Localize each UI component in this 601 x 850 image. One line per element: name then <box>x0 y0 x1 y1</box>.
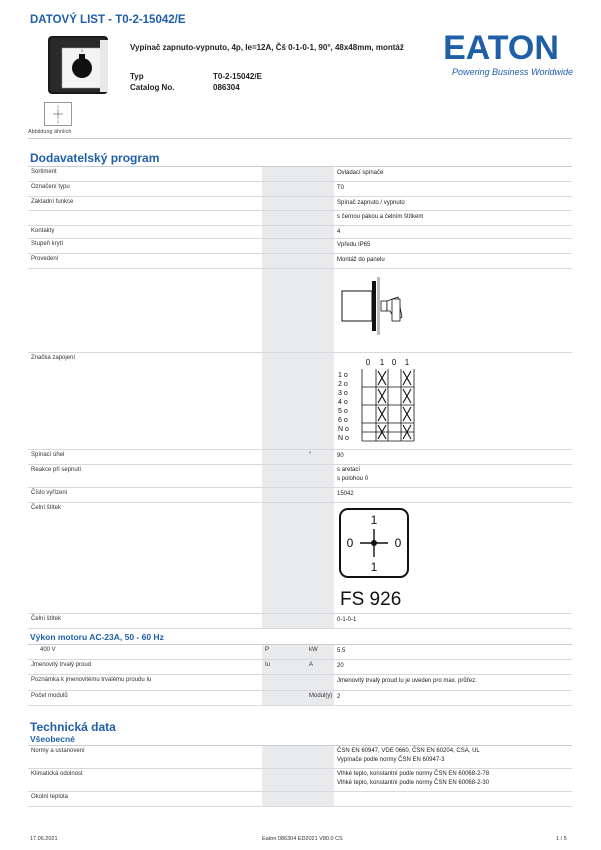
schema-head: 1 <box>379 358 385 367</box>
row-label: Klimatická odolnost <box>31 771 83 777</box>
table-row <box>28 197 572 211</box>
table-row <box>28 254 572 269</box>
svg-text:1: 1 <box>80 48 84 53</box>
row-value: s aretací <box>337 467 361 473</box>
catalog-label: Catalog No. <box>130 83 175 92</box>
dial-plate-drawing <box>337 507 412 616</box>
row-label: Spínací úhel <box>31 452 65 458</box>
product-image <box>46 32 110 96</box>
image-caption: Abbildung ähnlich <box>28 129 72 135</box>
schema-head: 0 <box>391 358 397 367</box>
schema-head: 1 <box>404 358 410 367</box>
footer-page-number: 1 / 5 <box>556 836 567 842</box>
row-value: Vypínače podle normy ČSN EN 60947-3 <box>337 757 445 763</box>
table-row <box>28 269 572 353</box>
row-label: Označení typu <box>31 184 70 190</box>
motor-title: Výkon motoru AC-23A, 50 - 60 Hz <box>30 632 164 642</box>
row-label: Číslo vyřízení <box>31 490 68 496</box>
row-label: Jmenovitý trvalý proud <box>31 662 92 668</box>
row-value: Spínač zapnuto / vypnuto <box>337 200 405 206</box>
row-value: Vlhké teplo, konstantní podle normy ČSN EN 60068-2-30 <box>337 780 490 786</box>
table-row <box>28 226 572 239</box>
schema-head: 0 <box>365 358 371 367</box>
tech-subtitle: Všeobecné <box>30 734 75 744</box>
brand-tagline: Powering Business Worldwide <box>452 67 574 77</box>
row-label: Reakce při sepnutí <box>31 467 82 473</box>
row-label: Normy a ustanovení <box>31 748 85 754</box>
row-label: Počet modulů <box>31 693 68 699</box>
row-value: Ovládací spínače <box>337 170 384 176</box>
table-row <box>28 465 572 488</box>
row-symbol: P <box>265 647 270 653</box>
table-row <box>28 691 572 706</box>
schema-row: 4 o <box>338 399 348 406</box>
row-value: s černou pákou a čelním štítkem <box>337 214 424 220</box>
table-row <box>28 182 572 197</box>
schema-row: N o <box>338 435 349 442</box>
product-description: Vypínač zapnuto-vypnuto, 4p, Ie=12A, Čš 0-1-0-1, 90°, 48x48mm, montáž <box>130 43 404 52</box>
dial-label-right: 0 <box>394 536 402 550</box>
dial-label-left: 0 <box>346 536 354 550</box>
row-unit: A <box>309 662 314 668</box>
document-title: DATOVÝ LIST - T0-2-15042/E <box>30 14 186 26</box>
dial-label-top: 1 <box>370 513 378 527</box>
fs-code: FS 926 <box>340 589 402 610</box>
table-row <box>28 488 572 503</box>
row-label: Kontakty <box>31 228 55 234</box>
schema-row: 5 o <box>338 408 348 415</box>
row-value: 90 <box>337 453 344 459</box>
table-row <box>28 675 572 691</box>
schema-row: 3 o <box>338 390 348 397</box>
row-symbol: Iu <box>265 662 271 668</box>
row-value: Vpředu IP65 <box>337 242 371 248</box>
table-row <box>28 614 572 629</box>
row-label: Značka zapojení <box>31 355 76 361</box>
table-row <box>28 353 572 450</box>
wiring-thumbnail <box>44 102 72 126</box>
table-row <box>28 503 572 614</box>
type-label: Typ <box>130 72 144 81</box>
schema-row: 6 o <box>338 417 348 424</box>
row-unit: Modul(y) <box>309 693 333 699</box>
row-value: 5.5 <box>337 648 346 654</box>
svg-text:1: 1 <box>57 120 59 124</box>
brand-text: EATON <box>443 30 559 64</box>
row-label: Poznámka k jmenovitému trvalému proudu Iu <box>31 677 152 683</box>
dial-label-bottom: 1 <box>370 560 378 574</box>
row-value: ČSN EN 60947, VDE 0660, ČSN EN 60204, CSA, UL <box>337 748 480 754</box>
row-label: Provedení <box>31 256 59 262</box>
eaton-logo <box>428 30 574 69</box>
schema-row: N o <box>338 426 349 433</box>
row-label: Čelní štítek <box>31 505 62 511</box>
row-value: 20 <box>337 663 344 669</box>
footer-doc-id: Eaton 086304 ED2021 V80.0 CS <box>262 836 343 842</box>
row-value: 15042 <box>337 491 354 497</box>
row-value: 2 <box>337 694 341 700</box>
type-value: T0-2-15042/E <box>213 72 262 81</box>
row-label: 400 V <box>40 647 56 653</box>
table-row <box>28 792 572 807</box>
row-label: Sortiment <box>31 169 57 175</box>
row-value: s polohou 0 <box>337 476 369 482</box>
row-label: Čelní štítek <box>31 616 62 622</box>
table-row <box>28 645 572 660</box>
row-label: Stupeň krytí <box>31 241 64 247</box>
row-value: 4 <box>337 229 341 235</box>
catalog-value: 086304 <box>213 83 240 92</box>
mounting-drawing <box>340 277 410 340</box>
row-value: Montáž do panelu <box>337 257 385 263</box>
table-row <box>28 167 572 182</box>
schema-row: 1 o <box>338 372 348 379</box>
section-title-tech: Technická data <box>30 720 116 734</box>
table-row <box>28 660 572 675</box>
row-label: Základní funkce <box>31 199 74 205</box>
row-unit: kW <box>309 647 318 653</box>
row-value: Jmenovitý trvalý proud Iu je uveden pro max. průřez. <box>337 678 477 684</box>
row-value: T0 <box>337 185 345 191</box>
header-divider <box>28 138 572 139</box>
schema-row: 2 o <box>338 381 348 388</box>
table-row <box>28 211 572 226</box>
section-title-supplier: Dodavatelský program <box>30 151 160 165</box>
row-unit: ° <box>309 452 312 458</box>
row-label: Okolní teplota <box>31 794 69 800</box>
svg-text:1: 1 <box>57 105 59 109</box>
table-row <box>28 769 572 792</box>
row-value: Vlhké teplo, konstantní podle normy ČSN EN 60068-2-78 <box>337 771 490 777</box>
switching-diagram <box>336 357 416 448</box>
row-value: 0-1-0-1 <box>337 617 357 623</box>
table-row <box>28 746 572 769</box>
table-row <box>28 450 572 465</box>
table-row <box>28 239 572 254</box>
footer-date: 17.06.2021 <box>30 836 58 842</box>
